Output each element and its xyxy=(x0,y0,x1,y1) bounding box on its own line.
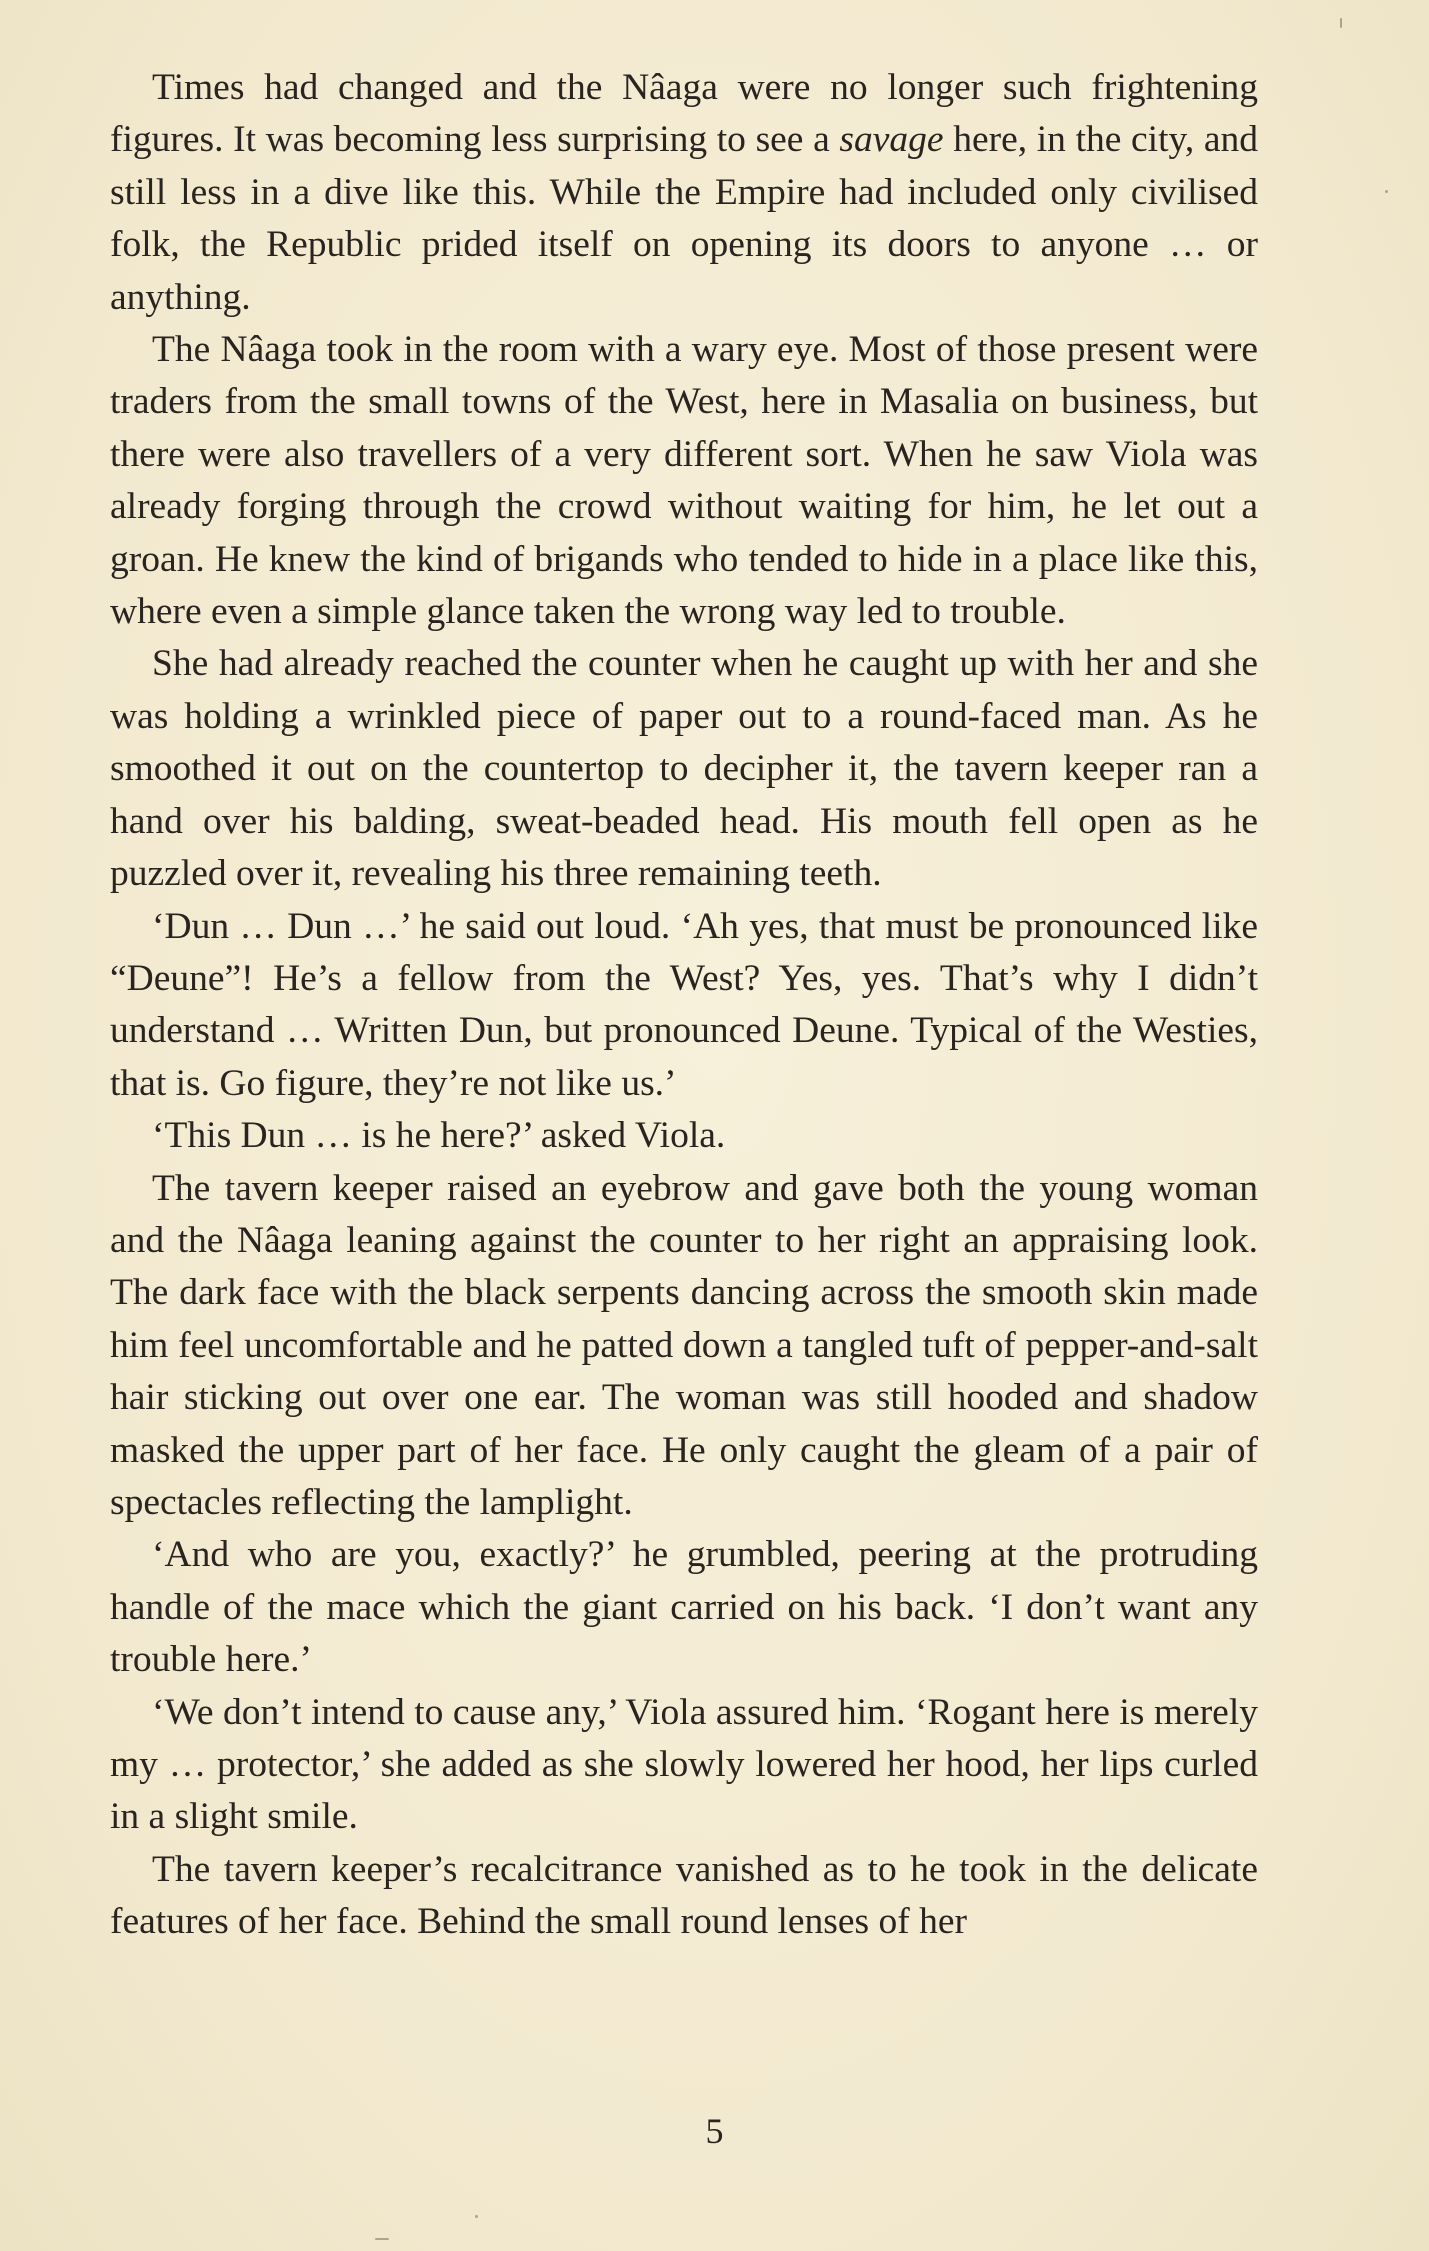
paragraph-8: ‘We don’t intend to cause any,’ Viola assured him. ‘Rogant here is merely my … protector,’ she added as she slowly lowered her hood, her lips curled in a slight smile. xyxy=(110,1691,1258,1838)
paper-speck xyxy=(375,2238,389,2240)
paragraph-1-italic: savage xyxy=(839,119,944,161)
paragraph-2: The Nâaga took in the room with a wary eye. Most of those present were traders from the small towns of the West, here in Masalia on business, but there were also travellers of a very different sort. When he saw Viola was already forging through the crowd without waiting for him, he let out a groan. He knew the kind of brigands who tended to hide in a place like this, where even a simple glance taken the wrong way led to trouble. xyxy=(110,329,1258,633)
paragraph-4: ‘Dun … Dun …’ he said out loud. ‘Ah yes, that must be pronounced like “Deune”! He’s a fellow from the West? Yes, yes. That’s why I didn’t understand … Written Dun, but pronounced Deune. Typical of the Westies, that is. Go figure, they’re not like us.’ xyxy=(110,905,1258,1104)
paragraph-5: ‘This Dun … is he here?’ asked Viola. xyxy=(152,1115,726,1157)
paper-speck xyxy=(1385,190,1388,193)
paper-speck xyxy=(475,2215,478,2218)
body-text xyxy=(110,62,1258,1949)
page-number: 5 xyxy=(705,2111,724,2151)
paragraph-3: She had already reached the counter when he caught up with her and she was holding a wrinkled piece of paper out to a round-faced man. As he smoothed it out on the countertop to decipher it, the tavern keeper ran a hand over his balding, sweat-beaded head. His mouth fell open as he puzzled over it, revealing his three remaining teeth. xyxy=(110,643,1258,895)
paragraph-6: The tavern keeper raised an eyebrow and gave both the young woman and the Nâaga leaning against the counter to her right an appraising look. The dark face with the black serpents dancing across the smooth skin made him feel uncomfortable and he patted down a tangled tuft of pepper-and-salt hair sticking out over one ear. The woman was still hooded and shadow masked the upper part of her face. He only caught the gleam of a pair of spectacles reflecting the lamplight. xyxy=(110,1167,1258,1523)
paragraph-1 xyxy=(110,62,1258,324)
paragraph-1-text-b: here, in the city, and still less in a dive like this. While the Empire had included only civilised folk, the Republic prided itself on opening its doors to anyone … or anything. xyxy=(110,119,1258,318)
paragraph-7: ‘And who are you, exactly?’ he grumbled, peering at the protruding handle of the mace which the giant carried on his back. ‘I don’t want any trouble here.’ xyxy=(110,1534,1258,1681)
paper-speck xyxy=(1340,18,1342,28)
paragraph-1-text-a: Times had changed and the Nâaga were no longer such frightening figures. It was becoming less surprising to see a xyxy=(110,67,1258,161)
paragraph-9: The tavern keeper’s recalcitrance vanished as to he took in the delicate features of her face. Behind the small round lenses of her xyxy=(110,1848,1258,1943)
